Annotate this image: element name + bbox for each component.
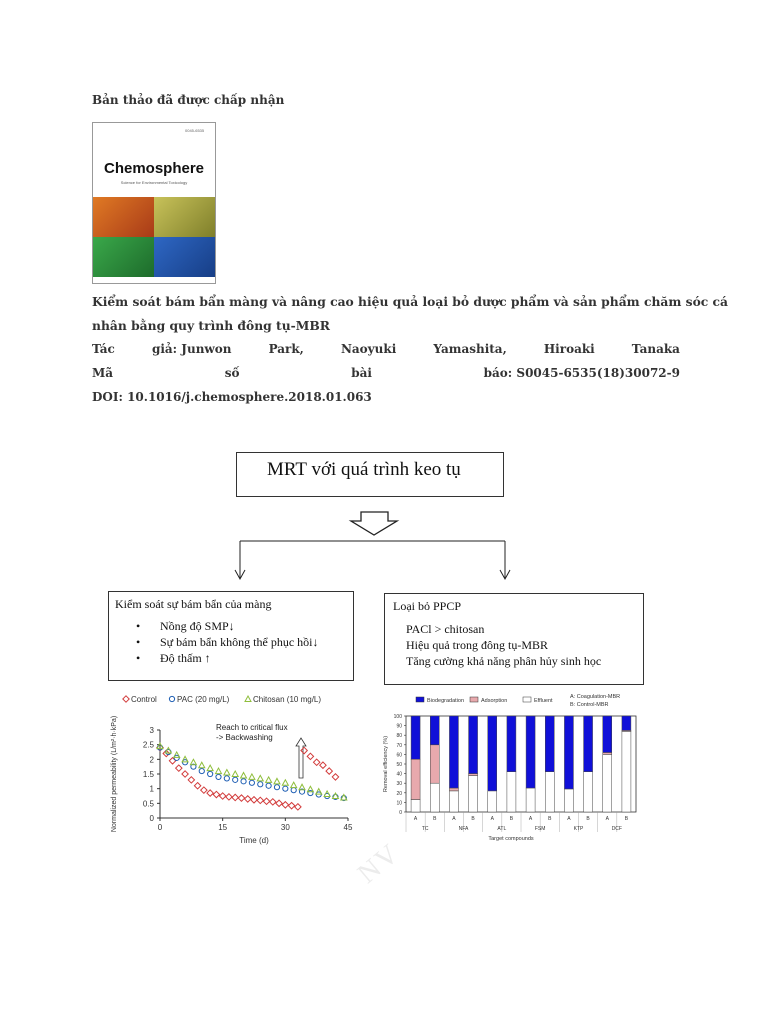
legend-swatch [523,697,531,702]
bullet-item [136,634,353,650]
y-tick-label: 80 [396,733,402,740]
data-point [216,774,221,779]
data-point [174,752,180,758]
x-tick-label: 30 [280,823,290,832]
article-title-line2: nhân bằng quy trình đông tụ-MBR [92,318,330,333]
article-id-word: báo: S0045-6535(18)30072-9 [483,366,680,380]
data-point [226,794,232,800]
data-point [245,796,251,802]
bar-segment [449,716,458,788]
data-point [188,777,194,783]
y-tick-label: 60 [396,752,402,759]
ppcp-lines [393,621,643,669]
bar-segment [430,783,439,812]
ppcp-line: PACl > chitosan [406,622,485,636]
ppcp-line: Hiệu quả trong đông tụ-MBR [406,638,548,652]
bullet-dot-icon: • [136,619,141,633]
compound-label: DCF [611,826,622,832]
legend-note: B: Control-MBR [570,702,609,708]
bar-segment [449,788,458,791]
x-tick-label: A [567,816,571,822]
data-point [282,780,288,786]
removal-efficiency-chart [378,688,648,850]
legend-note: A: Coagulation-MBR [570,694,621,700]
bullet-item [136,650,353,666]
legend-label: Biodegradation [427,698,465,704]
data-point [313,759,319,765]
compound-label: KTP [573,826,584,832]
bar-segment [526,788,535,812]
data-point [276,800,282,806]
fouling-bullet-list [115,618,353,666]
article-id-word: số [224,366,240,380]
doi-line: DOI: 10.1016/j.chemosphere.2018.01.063 [92,390,372,404]
data-point [291,788,296,793]
bar-segment [603,752,612,754]
bar-segment [507,772,516,812]
data-point [326,768,332,774]
legend-swatch [416,697,424,702]
data-point [169,758,175,764]
annotation-text: -> Backwashing [216,733,273,742]
y-tick-label: 1 [149,784,154,794]
data-point [232,771,238,777]
diagram-top-box-text: MRT với quá trình keo tụ [267,459,461,480]
x-tick-label: 45 [343,823,353,832]
bullet-dot-icon: • [136,651,141,665]
data-point [251,797,257,803]
data-point [199,762,205,768]
x-tick-label: B [509,816,514,822]
y-tick-label: 1.5 [142,770,154,779]
data-point [208,771,213,776]
cover-subtitle: Science for Environmental Toxicology [120,180,188,185]
data-point [274,778,280,784]
bullet-dot-icon: • [136,635,141,649]
x-tick-label: A [605,816,609,822]
x-tick-label: B [548,816,552,822]
compound-label: TC [421,826,429,832]
x-tick-label: A [452,816,456,822]
data-point [201,787,207,793]
bar-segment [545,716,554,772]
data-point [182,756,188,762]
data-point [282,802,288,808]
x-tick-label: B [586,816,590,822]
y-tick-label: 2 [149,755,154,765]
annotation-up-arrow-icon [296,738,306,778]
article-title-line1: Kiểm soát bám bẩn màng và nâng cao hiệu quả loại bỏ dược phẩm và sản phẩm chăm sóc cá [92,294,729,309]
authors-word: Naoyuki [340,342,397,356]
legend-marker-icon [245,696,251,702]
data-point [213,791,219,797]
data-point [241,779,246,784]
bar-segment [507,716,516,772]
x-tick-label: A [528,816,533,822]
authors-word: Hiroaki [543,342,595,356]
data-point [320,762,326,768]
legend-label: PAC (20 mg/L) [177,695,230,704]
legend-marker-icon [169,696,174,701]
legend-marker-icon [123,696,129,702]
data-point [257,775,263,781]
bar-segment [469,776,478,812]
legend-label: Effluent [534,698,553,704]
authors-word: Tác [92,342,115,356]
bar-segment [469,774,478,776]
bar-segment [411,759,420,799]
x-tick-label: B [433,816,437,822]
bar-segment [584,772,593,812]
x-axis-title: Target compounds [488,836,534,842]
authors-word: Yamashita, [433,342,507,356]
bar-segment [545,772,554,812]
y-tick-label: 50 [396,762,402,768]
y-axis-title: Normalized permeability (L/m²·h·kPa) [111,715,118,833]
data-point [291,782,297,788]
y-axis-title: Removal efficiency (%) [383,735,389,793]
y-tick-label: 30 [396,781,402,788]
data-point [249,780,254,785]
y-tick-label: 10 [396,800,402,807]
data-point [194,783,200,789]
data-point [219,793,225,799]
data-point [266,783,271,788]
article-id-word: bài [351,366,372,380]
x-tick-label: A [413,816,418,822]
bullet-text: Sự bám bẩn không thể phục hồi↓ [160,635,319,649]
data-point [266,777,272,783]
fouling-control-title: Kiểm soát sự bám bẩn của màng [115,597,272,611]
data-point [263,798,269,804]
data-point [257,797,263,803]
y-tick-label: 20 [396,790,402,797]
cover-issn: 0045-6535 [185,128,205,133]
y-tick-label: 70 [396,742,402,749]
data-point [270,799,276,805]
bar-segment [488,791,497,812]
x-axis-title: Time (d) [239,836,269,845]
data-point [295,804,301,810]
article-id-word: Mã [92,366,114,380]
data-point [199,768,204,773]
fouling-control-box [108,591,354,681]
bar-segment [603,754,612,812]
data-point [176,765,182,771]
data-point [308,790,313,795]
ppcp-removal-box [384,593,644,685]
permeability-chart [100,690,362,850]
bar-segment [488,716,497,791]
bar-segment [584,716,593,772]
authors-word: Park, [268,342,304,356]
x-tick-label: B [471,816,475,822]
bar-segment [622,716,631,730]
down-hollow-arrow-icon [351,512,397,535]
compound-label: FSM [534,826,546,832]
data-point [332,774,338,780]
y-tick-label: 2.5 [142,740,154,750]
ppcp-removal-title: Loại bỏ PPCP [393,599,462,613]
bar-segment [449,791,458,812]
data-point [249,774,255,780]
bar-segment [411,716,420,759]
cover-journal-title: Chemosphere [103,160,205,177]
data-point [241,772,247,778]
y-tick-label: 0 [399,810,402,816]
data-point [215,768,221,774]
data-point [283,786,288,791]
data-point [207,790,213,796]
plot-frame [406,716,636,812]
y-tick-label: 3 [149,726,154,735]
data-point [224,770,230,776]
bar-segment [564,789,573,812]
data-point [233,777,238,782]
annotation-text: Reach to critical flux [216,723,288,732]
legend-swatch [470,697,478,702]
legend-label: Control [131,695,157,704]
bullet-text: Nồng độ SMP↓ [160,619,235,633]
manuscript-label: Bản thảo đã được chấp nhận [92,93,285,107]
compound-label: ATL [497,826,507,832]
bar-segment [469,716,478,774]
data-point [238,795,244,801]
bar-segment [430,716,439,745]
data-point [307,753,313,759]
y-tick-label: 0.5 [142,799,154,809]
x-tick-label: 15 [218,823,228,832]
bar-segment [526,716,535,788]
bar-segment [564,716,573,789]
bullet-text: Độ thấm ↑ [160,651,211,665]
x-tick-label: 0 [157,823,163,832]
bar-segment [430,745,439,783]
bar-segment [411,800,420,812]
bar-segment [622,731,631,812]
authors-word: giả: Junwon [151,342,232,356]
authors-word: Tanaka [631,342,680,356]
legend-label: Chitosan (10 mg/L) [253,695,322,704]
data-point [207,765,213,771]
y-tick-label: 40 [396,771,402,778]
x-tick-label: B [624,816,629,822]
legend-label: Adsorption [481,698,508,704]
data-point [224,776,229,781]
y-tick-label: 100 [393,714,402,720]
data-point [274,785,279,790]
bar-segment [603,716,612,752]
watermark: NV [352,837,406,890]
y-tick-label: 90 [396,723,402,730]
data-point [288,802,294,808]
y-tick-label: 0 [149,814,154,823]
data-point [258,782,263,787]
data-point [316,789,322,795]
x-tick-label: A [490,816,494,822]
bullet-item [136,618,353,634]
ppcp-line: Tăng cường khả năng phân hủy sinh học [406,654,602,668]
data-point [182,771,188,777]
data-point [232,794,238,800]
compound-label: NFA [458,826,469,832]
